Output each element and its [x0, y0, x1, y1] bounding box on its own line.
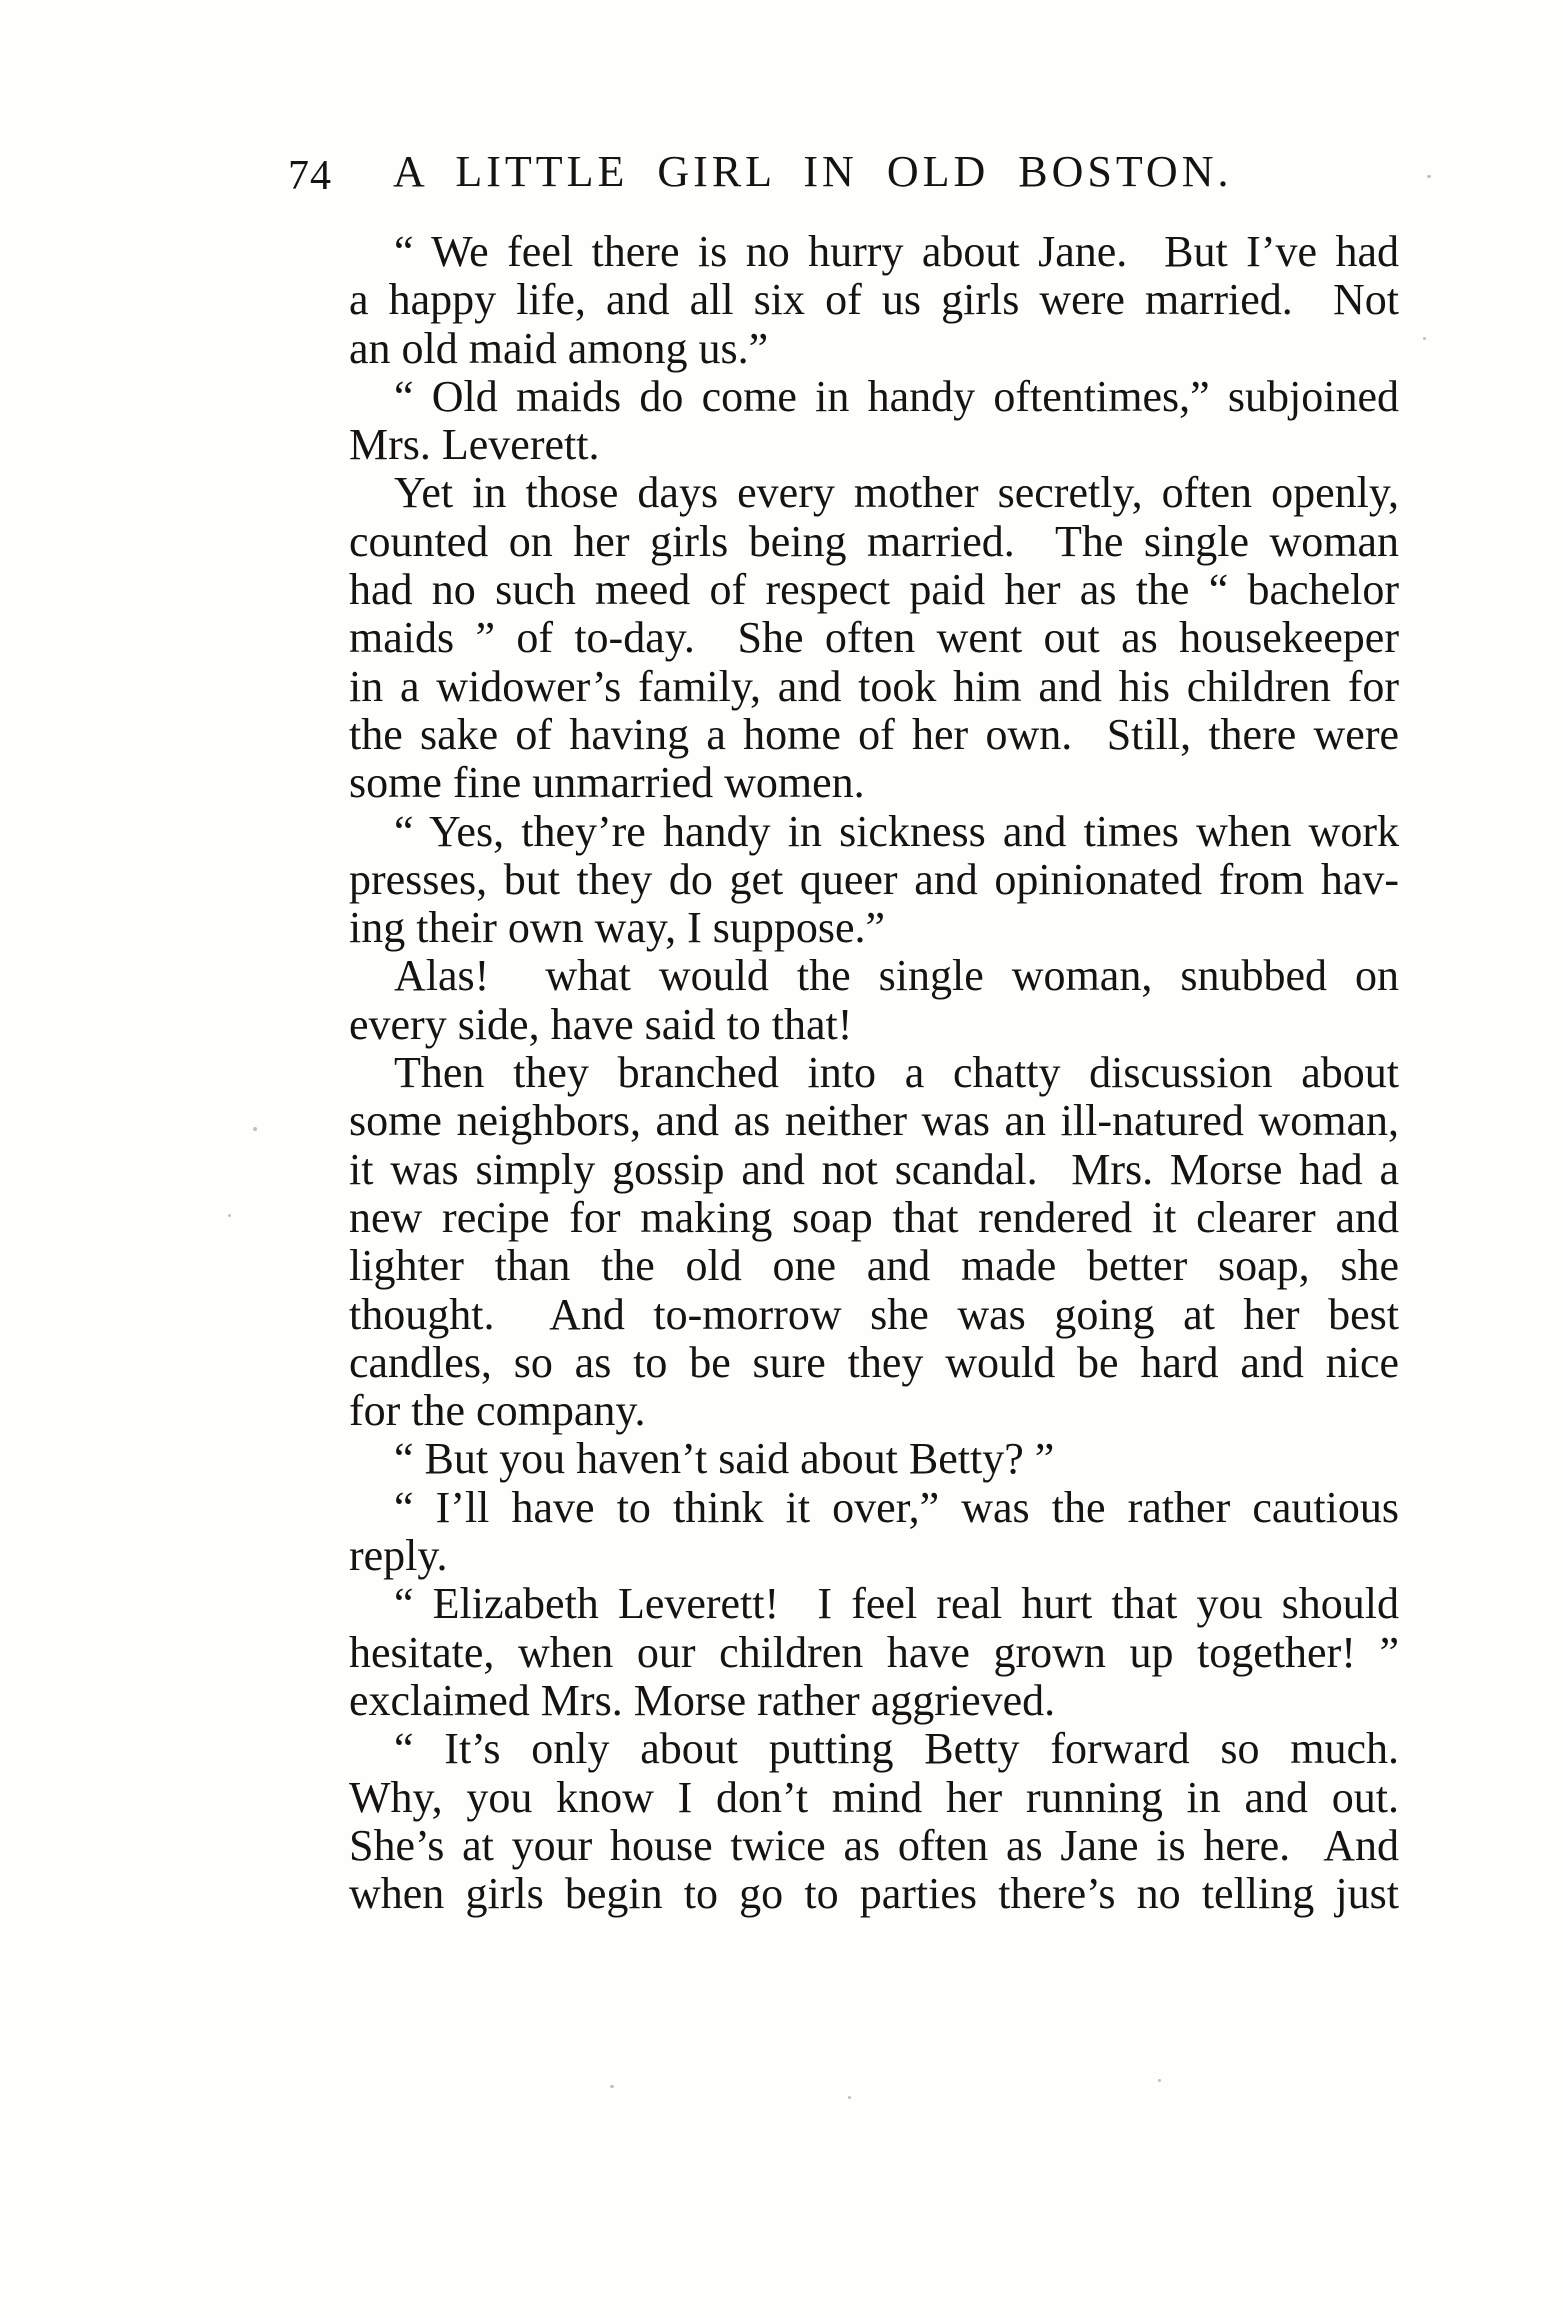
scan-speck [848, 2096, 851, 2099]
text-line: Why, you know I don’t mind her running in and out. [349, 1772, 1399, 1822]
text-body [349, 228, 1399, 1918]
text-line: “ Old maids do come in handy oftentimes,” subjoined [394, 371, 1399, 421]
text-line: presses, but they do get queer and opinionated from hav- [349, 854, 1399, 904]
text-line: it was simply gossip and not scandal. Mrs. Morse had a [349, 1144, 1399, 1194]
text-line: some neighbors, and as neither was an ill-natured woman, [349, 1096, 1399, 1146]
text-line: Then they branched into a chatty discussion about [394, 1048, 1399, 1098]
scan-speck [1427, 175, 1431, 178]
page-header [0, 146, 1563, 199]
scan-speck [253, 1127, 257, 1131]
text-line: ing their own way, I suppose.” [349, 903, 886, 953]
text-line: “ But you haven’t said about Betty? ” [394, 1434, 1055, 1484]
text-line: lighter than the old one and made better soap, she [349, 1241, 1399, 1291]
text-line: “ Elizabeth Leverett! I feel real hurt that you should [394, 1579, 1399, 1629]
text-line: hesitate, when our children have grown up together! ” [349, 1627, 1399, 1677]
text-line: exclaimed Mrs. Morse rather aggrieved. [349, 1675, 1056, 1725]
scan-speck [1158, 2079, 1161, 2082]
text-line: maids ” of to-day. She often went out as housekeeper [349, 613, 1399, 663]
scan-speck [228, 1214, 231, 1217]
text-line: had no such meed of respect paid her as the “ bachelor [349, 565, 1399, 615]
text-line: “ Yes, they’re handy in sickness and times when work [394, 806, 1399, 856]
text-line: She’s at your house twice as often as Jane is here. And [349, 1820, 1399, 1870]
text-line: reply. [349, 1531, 448, 1581]
text-line: new recipe for making soap that rendered it clearer and [349, 1192, 1399, 1242]
text-line: a happy life, and all six of us girls were married. Not [349, 275, 1399, 325]
text-line: some fine unmarried women. [349, 758, 865, 808]
text-line: Yet in those days every mother secretly, often openly, [394, 468, 1399, 518]
page-number: 74 [288, 153, 332, 199]
running-title: A LITTLE GIRL IN OLD BOSTON. [393, 147, 1233, 196]
text-line: thought. And to-morrow she was going at her best [349, 1289, 1399, 1339]
text-line: Alas! what would the single woman, snubbed on [394, 951, 1399, 1001]
text-line: when girls begin to go to parties there’s no telling just [349, 1869, 1399, 1919]
text-line: in a widower’s family, and took him and his children for [349, 661, 1399, 711]
scan-speck [1423, 337, 1426, 340]
scan-speck [610, 2085, 614, 2088]
text-line: candles, so as to be sure they would be hard and nice [349, 1337, 1399, 1387]
text-line: for the company. [349, 1386, 646, 1436]
text-line: the sake of having a home of her own. Still, there were [349, 709, 1399, 759]
text-line: “ We feel there is no hurry about Jane. But I’ve had [394, 227, 1399, 276]
text-line: Mrs. Leverett. [349, 420, 600, 470]
text-line: “ I’ll have to think it over,” was the rather cautious [394, 1482, 1399, 1532]
text-line: every side, have said to that! [349, 999, 853, 1049]
text-line: an old maid among us.” [349, 323, 769, 373]
text-line: “ It’s only about putting Betty forward so much. [394, 1724, 1399, 1774]
text-line: counted on her girls being married. The single woman [349, 516, 1399, 566]
